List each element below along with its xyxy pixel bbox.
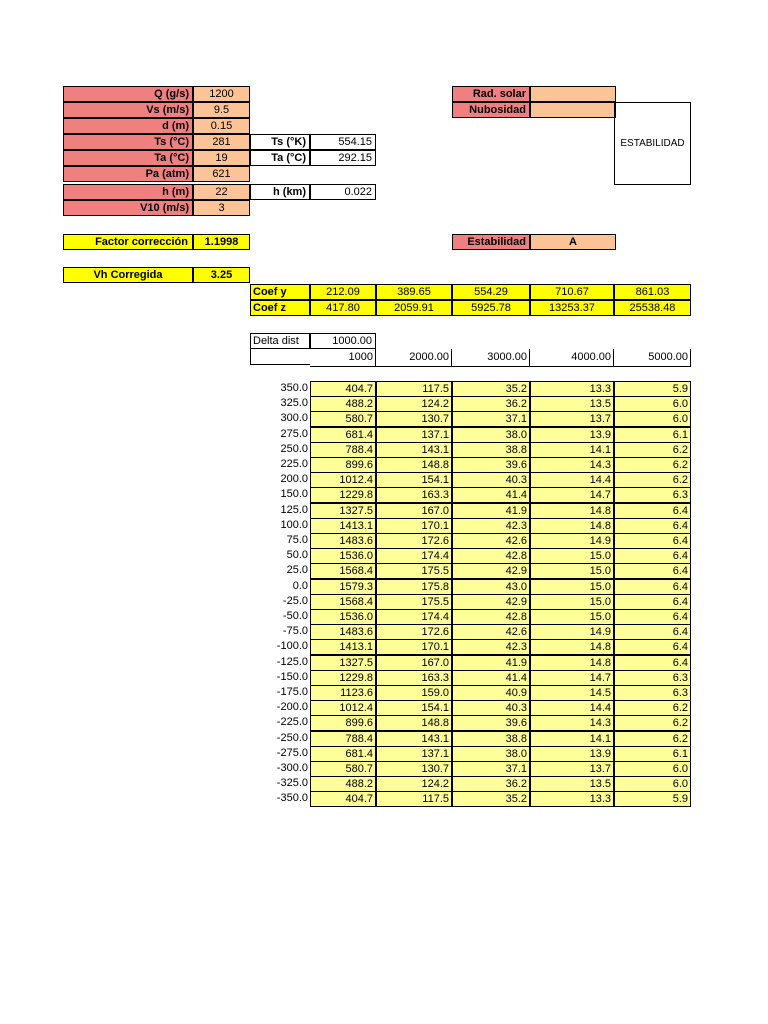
grid-cell[interactable]: 14.4 (530, 700, 614, 716)
grid-cell[interactable]: 5.9 (614, 791, 691, 807)
grid-cell[interactable]: 14.7 (530, 487, 614, 503)
grid-cell[interactable]: 6.4 (614, 503, 691, 519)
grid-cell[interactable]: 15.0 (530, 579, 614, 595)
param-value[interactable]: 621 (193, 166, 250, 182)
grid-cell[interactable]: 1327.5 (310, 655, 376, 671)
grid-cell[interactable]: 38.8 (452, 442, 530, 458)
grid-cell[interactable]: 42.8 (452, 609, 530, 625)
coef-y-cell[interactable]: 212.09 (310, 284, 376, 300)
grid-cell[interactable]: 6.0 (614, 761, 691, 777)
grid-cell[interactable]: 41.9 (452, 655, 530, 671)
h-km-value[interactable]: 0.022 (310, 184, 376, 200)
grid-cell[interactable]: 13.9 (530, 427, 614, 443)
grid-cell[interactable]: 117.5 (376, 381, 452, 397)
row-y-label: -350.0 (276, 792, 308, 804)
column-header: 2000.00 (376, 349, 452, 367)
row-y-label: 50.0 (286, 549, 308, 561)
grid-cell[interactable]: 13.9 (530, 746, 614, 762)
grid-cell[interactable]: 41.4 (452, 670, 530, 686)
param-value[interactable]: 1200 (193, 86, 250, 102)
grid-cell[interactable]: 13.5 (530, 776, 614, 792)
grid-cell[interactable]: 14.4 (530, 472, 614, 488)
row-y-label: 350.0 (280, 382, 308, 394)
coef-y-cell[interactable]: 554.29 (452, 284, 530, 300)
ta-value[interactable]: 292.15 (310, 150, 376, 166)
column-header: 3000.00 (452, 349, 530, 367)
header-corner (250, 349, 310, 365)
grid-cell[interactable]: 148.8 (376, 715, 452, 731)
grid-cell[interactable]: 1536.0 (310, 609, 376, 625)
grid-cell[interactable]: 6.3 (614, 670, 691, 686)
param-label: Ta (°C) (63, 150, 193, 166)
grid-cell[interactable]: 15.0 (530, 594, 614, 610)
h-km-label: h (km) (250, 184, 310, 200)
grid-cell[interactable]: 488.2 (310, 776, 376, 792)
grid-cell[interactable]: 6.2 (614, 700, 691, 716)
param-label: Pa (atm) (63, 166, 193, 182)
row-y-label: -275.0 (276, 747, 308, 759)
grid-cell[interactable]: 35.2 (452, 381, 530, 397)
param-label: V10 (m/s) (63, 200, 193, 216)
grid-cell[interactable]: 167.0 (376, 655, 452, 671)
grid-cell[interactable]: 1483.6 (310, 624, 376, 640)
estabilidad-box (614, 102, 691, 185)
grid-cell[interactable]: 13.3 (530, 791, 614, 807)
grid-cell[interactable]: 42.8 (452, 548, 530, 564)
grid-cell[interactable]: 35.2 (452, 791, 530, 807)
grid-cell[interactable]: 172.6 (376, 533, 452, 549)
grid-cell[interactable]: 1483.6 (310, 533, 376, 549)
delta-dist-value[interactable]: 1000.00 (310, 333, 376, 349)
grid-cell[interactable]: 175.5 (376, 594, 452, 610)
row-y-label: -250.0 (276, 732, 308, 744)
grid-cell[interactable]: 1012.4 (310, 472, 376, 488)
grid-cell[interactable]: 6.0 (614, 411, 691, 427)
grid-cell[interactable]: 1327.5 (310, 503, 376, 519)
grid-cell[interactable]: 167.0 (376, 503, 452, 519)
grid-cell[interactable]: 6.0 (614, 776, 691, 792)
grid-cell[interactable]: 14.3 (530, 457, 614, 473)
grid-cell[interactable]: 6.4 (614, 579, 691, 595)
grid-cell[interactable]: 175.5 (376, 563, 452, 579)
grid-cell[interactable]: 6.2 (614, 457, 691, 473)
grid-cell[interactable]: 15.0 (530, 609, 614, 625)
grid-cell[interactable]: 1536.0 (310, 548, 376, 564)
coef-z-cell[interactable]: 5925.78 (452, 300, 530, 316)
param-label: Q (g/s) (63, 86, 193, 102)
grid-cell[interactable]: 42.9 (452, 594, 530, 610)
grid-cell[interactable]: 14.1 (530, 442, 614, 458)
grid-cell[interactable]: 6.1 (614, 427, 691, 443)
param-label: Vs (m/s) (63, 102, 193, 118)
grid-cell[interactable]: 170.1 (376, 518, 452, 534)
grid-cell[interactable]: 488.2 (310, 396, 376, 412)
row-y-label: 225.0 (280, 458, 308, 470)
grid-cell[interactable]: 6.4 (614, 624, 691, 640)
param-value[interactable]: 19 (193, 150, 250, 166)
coef-z-cell[interactable]: 417.80 (310, 300, 376, 316)
grid-cell[interactable]: 6.4 (614, 563, 691, 579)
grid-cell[interactable]: 13.3 (530, 381, 614, 397)
param-label: d (m) (63, 118, 193, 134)
grid-cell[interactable]: 6.3 (614, 487, 691, 503)
grid-cell[interactable]: 175.8 (376, 579, 452, 595)
nubosidad-input[interactable] (530, 102, 616, 118)
row-y-label: -100.0 (276, 640, 308, 652)
grid-cell[interactable]: 38.0 (452, 746, 530, 762)
grid-cell[interactable]: 13.7 (530, 411, 614, 427)
delta-dist-label: Delta dist (250, 333, 310, 349)
grid-cell[interactable]: 6.3 (614, 685, 691, 701)
grid-cell[interactable]: 15.0 (530, 548, 614, 564)
coef-y-label: Coef y (250, 284, 310, 300)
grid-cell[interactable]: 137.1 (376, 746, 452, 762)
grid-cell[interactable]: 14.8 (530, 655, 614, 671)
row-y-label: 325.0 (280, 397, 308, 409)
row-y-label: -175.0 (276, 686, 308, 698)
grid-cell[interactable]: 40.3 (452, 472, 530, 488)
grid-cell[interactable]: 43.0 (452, 579, 530, 595)
row-y-label: -325.0 (276, 777, 308, 789)
vh-corregida-value[interactable]: 3.25 (193, 267, 250, 283)
grid-cell[interactable]: 170.1 (376, 639, 452, 655)
grid-cell[interactable]: 117.5 (376, 791, 452, 807)
param-value[interactable]: 0.15 (193, 118, 250, 134)
row-y-label: 100.0 (280, 519, 308, 531)
vh-corregida-label: Vh Corregida (63, 267, 193, 283)
row-y-label: 75.0 (286, 534, 308, 546)
row-y-label: 200.0 (280, 473, 308, 485)
row-y-label: 275.0 (280, 428, 308, 440)
grid-cell[interactable]: 6.4 (614, 548, 691, 564)
grid-cell[interactable]: 899.6 (310, 715, 376, 731)
grid-cell[interactable]: 6.4 (614, 639, 691, 655)
param-value[interactable]: 281 (193, 134, 250, 150)
grid-cell[interactable]: 1579.3 (310, 579, 376, 595)
grid-cell[interactable]: 1123.6 (310, 685, 376, 701)
grid-cell[interactable]: 14.8 (530, 503, 614, 519)
grid-cell[interactable]: 404.7 (310, 381, 376, 397)
grid-cell[interactable]: 404.7 (310, 791, 376, 807)
grid-cell[interactable]: 5.9 (614, 381, 691, 397)
grid-cell[interactable]: 41.9 (452, 503, 530, 519)
grid-cell[interactable]: 14.7 (530, 670, 614, 686)
grid-cell[interactable]: 124.2 (376, 396, 452, 412)
grid-cell[interactable]: 36.2 (452, 396, 530, 412)
grid-cell[interactable]: 130.7 (376, 411, 452, 427)
grid-cell[interactable]: 14.8 (530, 639, 614, 655)
grid-cell[interactable]: 154.1 (376, 472, 452, 488)
row-y-label: 300.0 (280, 412, 308, 424)
grid-cell[interactable]: 154.1 (376, 700, 452, 716)
grid-cell[interactable]: 38.8 (452, 731, 530, 747)
grid-cell[interactable]: 163.3 (376, 670, 452, 686)
grid-cell[interactable]: 1012.4 (310, 700, 376, 716)
row-y-label: -50.0 (282, 610, 308, 622)
coef-z-cell[interactable]: 25538.48 (614, 300, 691, 316)
grid-cell[interactable]: 39.6 (452, 457, 530, 473)
grid-cell[interactable]: 130.7 (376, 761, 452, 777)
grid-cell[interactable]: 42.3 (452, 639, 530, 655)
grid-cell[interactable]: 6.0 (614, 396, 691, 412)
grid-cell[interactable]: 37.1 (452, 761, 530, 777)
param-value[interactable]: 22 (193, 184, 250, 200)
grid-cell[interactable]: 36.2 (452, 776, 530, 792)
coef-y-cell[interactable]: 861.03 (614, 284, 691, 300)
grid-cell[interactable]: 143.1 (376, 442, 452, 458)
coef-y-cell[interactable]: 389.65 (376, 284, 452, 300)
estabilidad-value[interactable]: A (530, 234, 616, 250)
column-header: 5000.00 (614, 349, 691, 367)
grid-cell[interactable]: 42.9 (452, 563, 530, 579)
estabilidad-label: Estabilidad (452, 234, 530, 250)
grid-cell[interactable]: 6.4 (614, 518, 691, 534)
grid-cell[interactable]: 174.4 (376, 548, 452, 564)
ta-celsius-label: Ta (°C) (250, 150, 310, 166)
grid-cell[interactable]: 37.1 (452, 411, 530, 427)
factor-correccion-label: Factor corrección (63, 234, 193, 250)
grid-cell[interactable]: 137.1 (376, 427, 452, 443)
param-value[interactable]: 3 (193, 200, 250, 216)
param-label: Ts (°C) (63, 134, 193, 150)
grid-cell[interactable]: 41.4 (452, 487, 530, 503)
coef-z-cell[interactable]: 2059.91 (376, 300, 452, 316)
row-y-label: -125.0 (276, 656, 308, 668)
grid-cell[interactable]: 788.4 (310, 731, 376, 747)
grid-cell[interactable]: 42.3 (452, 518, 530, 534)
grid-cell[interactable]: 14.5 (530, 685, 614, 701)
row-y-label: -25.0 (282, 595, 308, 607)
grid-cell[interactable]: 1413.1 (310, 518, 376, 534)
column-header: 4000.00 (530, 349, 614, 367)
grid-cell[interactable]: 681.4 (310, 746, 376, 762)
grid-cell[interactable]: 6.1 (614, 746, 691, 762)
row-y-label: -225.0 (276, 716, 308, 728)
grid-cell[interactable]: 1568.4 (310, 594, 376, 610)
grid-cell[interactable]: 580.7 (310, 411, 376, 427)
grid-cell[interactable]: 6.2 (614, 731, 691, 747)
grid-cell[interactable]: 788.4 (310, 442, 376, 458)
grid-cell[interactable]: 172.6 (376, 624, 452, 640)
grid-cell[interactable]: 42.6 (452, 533, 530, 549)
grid-cell[interactable]: 1229.8 (310, 487, 376, 503)
rad-solar-input[interactable] (530, 86, 616, 102)
grid-cell[interactable]: 163.3 (376, 487, 452, 503)
grid-cell[interactable]: 6.4 (614, 609, 691, 625)
grid-cell[interactable]: 14.3 (530, 715, 614, 731)
param-value[interactable]: 9.5 (193, 102, 250, 118)
row-y-label: -75.0 (282, 625, 308, 637)
column-header: 1000 (310, 349, 376, 367)
grid-cell[interactable]: 38.0 (452, 427, 530, 443)
coef-z-label: Coef z (250, 300, 310, 316)
row-y-label: 25.0 (286, 564, 308, 576)
row-y-label: -300.0 (276, 762, 308, 774)
grid-cell[interactable]: 40.9 (452, 685, 530, 701)
grid-cell[interactable]: 39.6 (452, 715, 530, 731)
row-y-label: -200.0 (276, 701, 308, 713)
grid-cell[interactable]: 1568.4 (310, 563, 376, 579)
grid-cell[interactable]: 580.7 (310, 761, 376, 777)
estabilidad-box-text: ESTABILIDAD (620, 138, 685, 149)
grid-cell[interactable]: 14.8 (530, 518, 614, 534)
factor-correccion-value[interactable]: 1.1998 (193, 234, 250, 250)
grid-cell[interactable]: 159.0 (376, 685, 452, 701)
grid-cell[interactable]: 148.8 (376, 457, 452, 473)
grid-cell[interactable]: 6.4 (614, 533, 691, 549)
grid-cell[interactable]: 13.7 (530, 761, 614, 777)
grid-cell[interactable]: 143.1 (376, 731, 452, 747)
grid-cell[interactable]: 1413.1 (310, 639, 376, 655)
grid-cell[interactable]: 14.9 (530, 624, 614, 640)
grid-cell[interactable]: 6.4 (614, 655, 691, 671)
grid-cell[interactable]: 681.4 (310, 427, 376, 443)
nubosidad-label: Nubosidad (452, 102, 530, 118)
ts-kelvin-value[interactable]: 554.15 (310, 134, 376, 150)
grid-cell[interactable]: 14.9 (530, 533, 614, 549)
grid-cell[interactable]: 6.2 (614, 442, 691, 458)
grid-cell[interactable]: 14.1 (530, 731, 614, 747)
grid-cell[interactable]: 40.3 (452, 700, 530, 716)
grid-cell[interactable]: 899.6 (310, 457, 376, 473)
row-y-label: 150.0 (280, 488, 308, 500)
grid-cell[interactable]: 13.5 (530, 396, 614, 412)
coef-y-cell[interactable]: 710.67 (530, 284, 614, 300)
row-y-label: 125.0 (280, 504, 308, 516)
grid-cell[interactable]: 6.4 (614, 594, 691, 610)
grid-cell[interactable]: 15.0 (530, 563, 614, 579)
grid-cell[interactable]: 6.2 (614, 472, 691, 488)
coef-z-cell[interactable]: 13253.37 (530, 300, 614, 316)
row-y-label: 0.0 (292, 580, 308, 592)
grid-cell[interactable]: 42.6 (452, 624, 530, 640)
row-y-label: 250.0 (280, 443, 308, 455)
grid-cell[interactable]: 6.2 (614, 715, 691, 731)
row-y-label: -150.0 (276, 671, 308, 683)
grid-cell[interactable]: 124.2 (376, 776, 452, 792)
ts-kelvin-label: Ts (°K) (250, 134, 310, 150)
grid-cell[interactable]: 1229.8 (310, 670, 376, 686)
rad-solar-label: Rad. solar (452, 86, 530, 102)
grid-cell[interactable]: 174.4 (376, 609, 452, 625)
param-label: h (m) (63, 184, 193, 200)
